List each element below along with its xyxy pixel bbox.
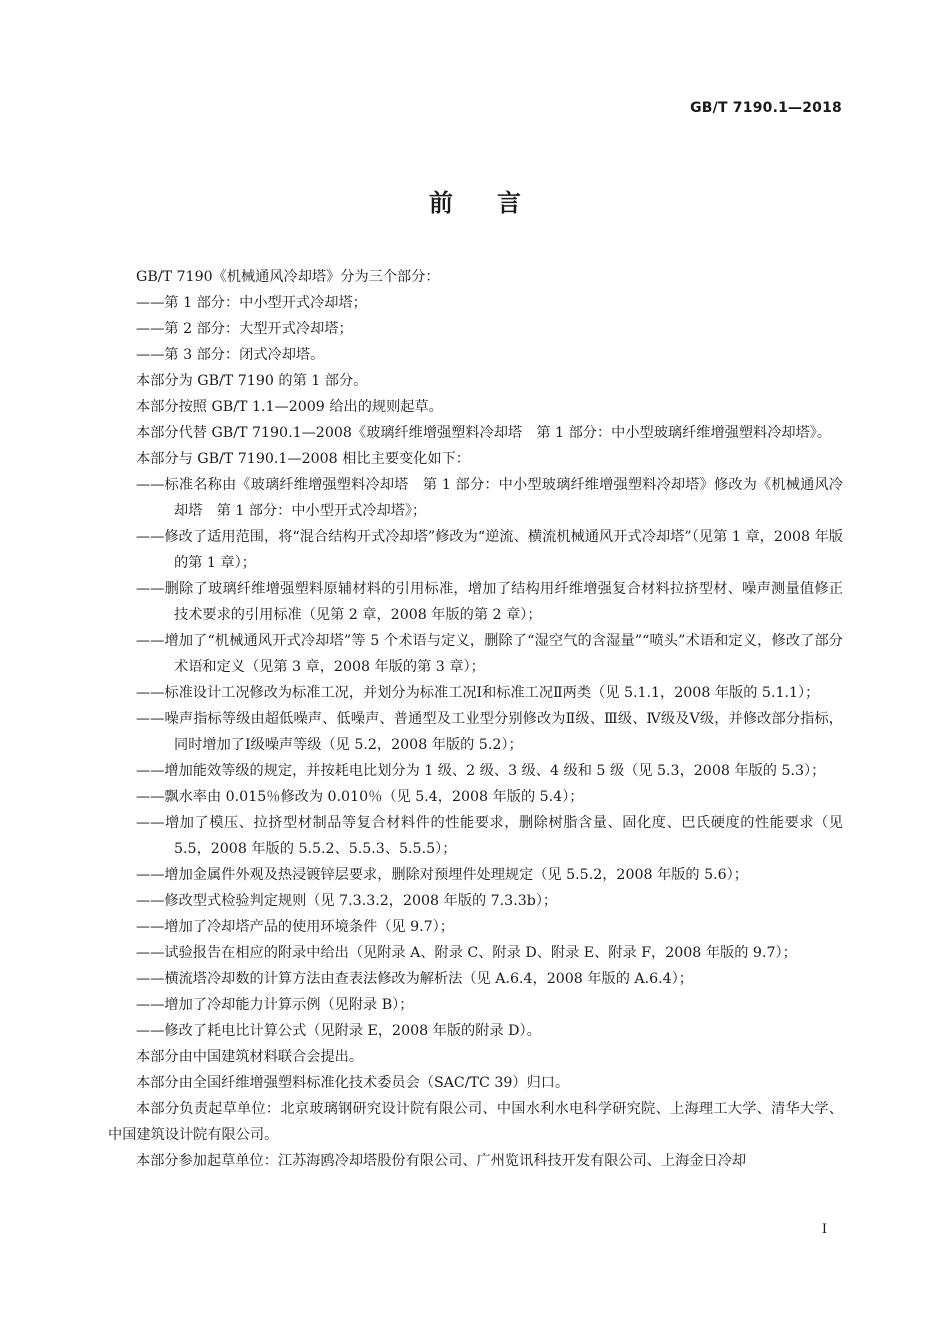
paragraph: 本部分参加起草单位：江苏海鸥冷却塔股份有限公司、广州览讯科技开发有限公司、上海金日冷却 bbox=[136, 1153, 747, 1169]
standard-code: GB/T 7190.1—2018 bbox=[690, 100, 842, 116]
paragraph: GB/T 7190《机械通风冷却塔》分为三个部分： bbox=[136, 269, 440, 285]
change-item: ——增加能效等级的规定，并按耗电比划分为 1 级、2 级、3 级、4 级和 5 级（见 5.3，2008 年版的 5.3）； bbox=[136, 763, 826, 779]
paragraph: 本部分按照 GB/T 1.1—2009 给出的规则起草。 bbox=[136, 399, 443, 415]
change-item: ——增加了冷却塔产品的使用环境条件（见 9.7）； bbox=[136, 919, 454, 935]
change-item: ——增加了冷却能力计算示例（见附录 B）； bbox=[136, 997, 414, 1013]
change-item: ——增加了模压、拉挤型材制品等复合材料件的性能要求，删除树脂含量、固化度、巴氏硬度的性能要求（见 5.5，2008 年版的 5.5.2、5.5.3、5.5.5）； bbox=[136, 815, 843, 857]
paragraph: 本部分为 GB/T 7190 的第 1 部分。 bbox=[136, 373, 368, 389]
change-item: ——删除了玻璃纤维增强塑料原辅材料的引用标准，增加了结构用纤维增强复合材料拉挤型材、噪声测量值修正技术要求的引用标准（见第 2 章，2008 年版的第 2 章）； bbox=[136, 581, 843, 623]
paragraph: 本部分由全国纤维增强塑料标准化技术委员会（SAC/TC 39）归口。 bbox=[136, 1075, 570, 1091]
paragraph: 本部分由中国建筑材料联合会提出。 bbox=[136, 1049, 364, 1065]
change-item: ——修改了适用范围，将“混合结构开式冷却塔”修改为“逆流、横流机械通风开式冷却塔”（见第 1 章，2008 年版的第 1 章）； bbox=[136, 529, 843, 571]
change-item: ——修改型式检验判定规则（见 7.3.3.2，2008 年版的 7.3.3b）； bbox=[136, 893, 558, 909]
page-title: 前言 bbox=[429, 189, 565, 217]
change-item: ——飘水率由 0.015％修改为 0.010％（见 5.4，2008 年版的 5.4）； bbox=[136, 789, 584, 805]
change-item: ——标准设计工况修改为标准工况，并划分为标准工况Ⅰ和标准工况Ⅱ两类（见 5.1.1，2008 年版的 5.1.1）； bbox=[136, 685, 820, 701]
change-item: ——标准名称由《玻璃纤维增强塑料冷却塔 第 1 部分：中小型玻璃纤维增强塑料冷却塔》修改为《机械通风冷却塔 第 1 部分：中小型开式冷却塔》； bbox=[136, 477, 843, 519]
change-item: ——增加金属件外观及热浸镀锌层要求，删除对预埋件处理规定（见 5.5.2，2008 年版的 5.6）； bbox=[136, 867, 748, 883]
paragraph: 本部分与 GB/T 7190.1—2008 相比主要变化如下： bbox=[136, 451, 470, 467]
change-item: ——噪声指标等级由超低噪声、低噪声、普通型及工业型分别修改为Ⅱ级、Ⅲ级、Ⅳ级及Ⅴ级，并修改部分指标，同时增加了Ⅰ级噪声等级（见 5.2，2008 年版的 5.2）； bbox=[136, 711, 843, 753]
change-item: ——修改了耗电比计算公式（见附录 E，2008 年版的附录 D）。 bbox=[136, 1023, 541, 1039]
change-item: ——试验报告在相应的附录中给出（见附录 A、附录 C、附录 D、附录 E、附录 F，2008 年版的 9.7）； bbox=[136, 945, 797, 961]
change-item: ——横流塔冷却数的计算方法由查表法修改为解析法（见 A.6.4，2008 年版的 A.6.4）； bbox=[136, 971, 693, 987]
document-body bbox=[108, 264, 843, 1174]
part-list-item: ——第 1 部分：中小型开式冷却塔； bbox=[136, 295, 367, 311]
page-number: I bbox=[821, 1222, 827, 1237]
paragraph: 本部分负责起草单位：北京玻璃钢研究设计院有限公司、中国水利水电科学研究院、上海理工大学、清华大学、中国建筑设计院有限公司。 bbox=[108, 1101, 843, 1143]
part-list-item: ——第 3 部分：闭式冷却塔。 bbox=[136, 347, 325, 363]
paragraph: 本部分代替 GB/T 7190.1—2008《玻璃纤维增强塑料冷却塔 第 1 部分：中小型玻璃纤维增强塑料冷却塔》。 bbox=[136, 425, 832, 441]
part-list-item: ——第 2 部分：大型开式冷却塔； bbox=[136, 321, 353, 337]
change-item: ——增加了“机械通风开式冷却塔”等 5 个术语与定义，删除了“湿空气的含湿量”“喷头”术语和定义，修改了部分术语和定义（见第 3 章，2008 年版的第 3 章）； bbox=[136, 633, 843, 675]
